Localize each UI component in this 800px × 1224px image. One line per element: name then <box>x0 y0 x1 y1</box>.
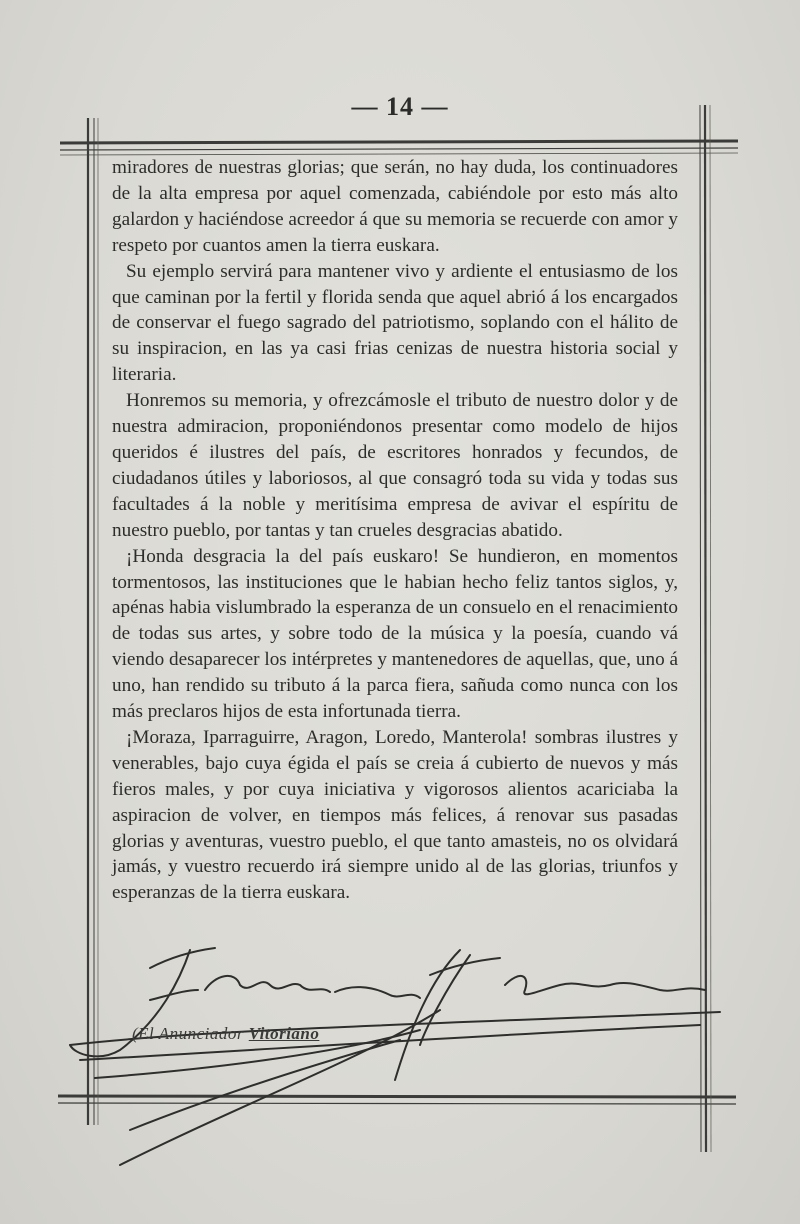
paragraph-2: Su ejemplo servirá para mantener vivo y ardiente el entusiasmo de los que caminan por la fertil y florida senda que aquel abrió á los encargados de conservar el fuego sagrado del patriotismo, soplando con el hálito de su inspiracion, en las ya casi frias cenizas de nuestra historia social y literaria. <box>112 260 678 386</box>
paragraph-4: ¡Honda desgracia la del país euskaro! Se hundieron, en momentos tormentosos, las instituciones que le habian hecho feliz tantos siglos, y, apénas habia vislumbrado la esperanza de un consuelo en el renacimiento de todas sus artes, y sobre todo de la música y la poesía, cuando vá viendo desaparecer los intérpretes y mantenedores de aquellas, que, uno á uno, han rendido su tributo á la parca fiera, sañuda como nunca con los más preclaros hijos de esta infortunada tierra. <box>112 545 678 723</box>
source-name: Vitoriano <box>248 1024 320 1043</box>
source-attribution <box>132 1024 319 1044</box>
paragraph-3: Honremos su memoria, y ofrezcámosle el tributo de nuestro dolor y de nuestra admiracion, proponiéndonos presentar como modelo de hijos queridos é ilustres del país, de escritores honrados y fecundos, de ciudadanos útiles y laboriosos, al que consagró toda su vida y todas sus facultades á la noble y meritísima empresa de avivar el espíritu de nuestro pueblo, por tantas y tan crueles desgracias abatido. <box>112 390 678 541</box>
paragraph-5: ¡Moraza, Iparraguirre, Aragon, Loredo, Manterola! sombras ilustres y venerables, bajo cuya égida el país se creia á cubierto de nuevos y más fieros males, y por cuya iniciativa y vigorosos alientos acariciaba la aspiracion de volver, en tiempos más felices, á renovar sus pasadas glorias y aventuras, vuestro pueblo, el que tanto amasteis, no os olvidará jamás, y vuestro recuerdo irá siempre unido al de las glorias, triunfos y esperanzas de la tierra euskara. <box>112 726 678 904</box>
source-prefix: (El Anunciador <box>132 1024 244 1043</box>
page-number: — 14 — <box>351 92 449 121</box>
paragraph-1: miradores de nuestras glorias; que serán, no hay duda, los continuadores de la alta empresa por aquel comenzada, cabiéndole por esto más alto galardon y haciéndose acreedor á que su memoria se recuerde con amor y respeto por cuantos amen la tierra euskara. <box>112 157 678 256</box>
article-body <box>112 155 678 906</box>
